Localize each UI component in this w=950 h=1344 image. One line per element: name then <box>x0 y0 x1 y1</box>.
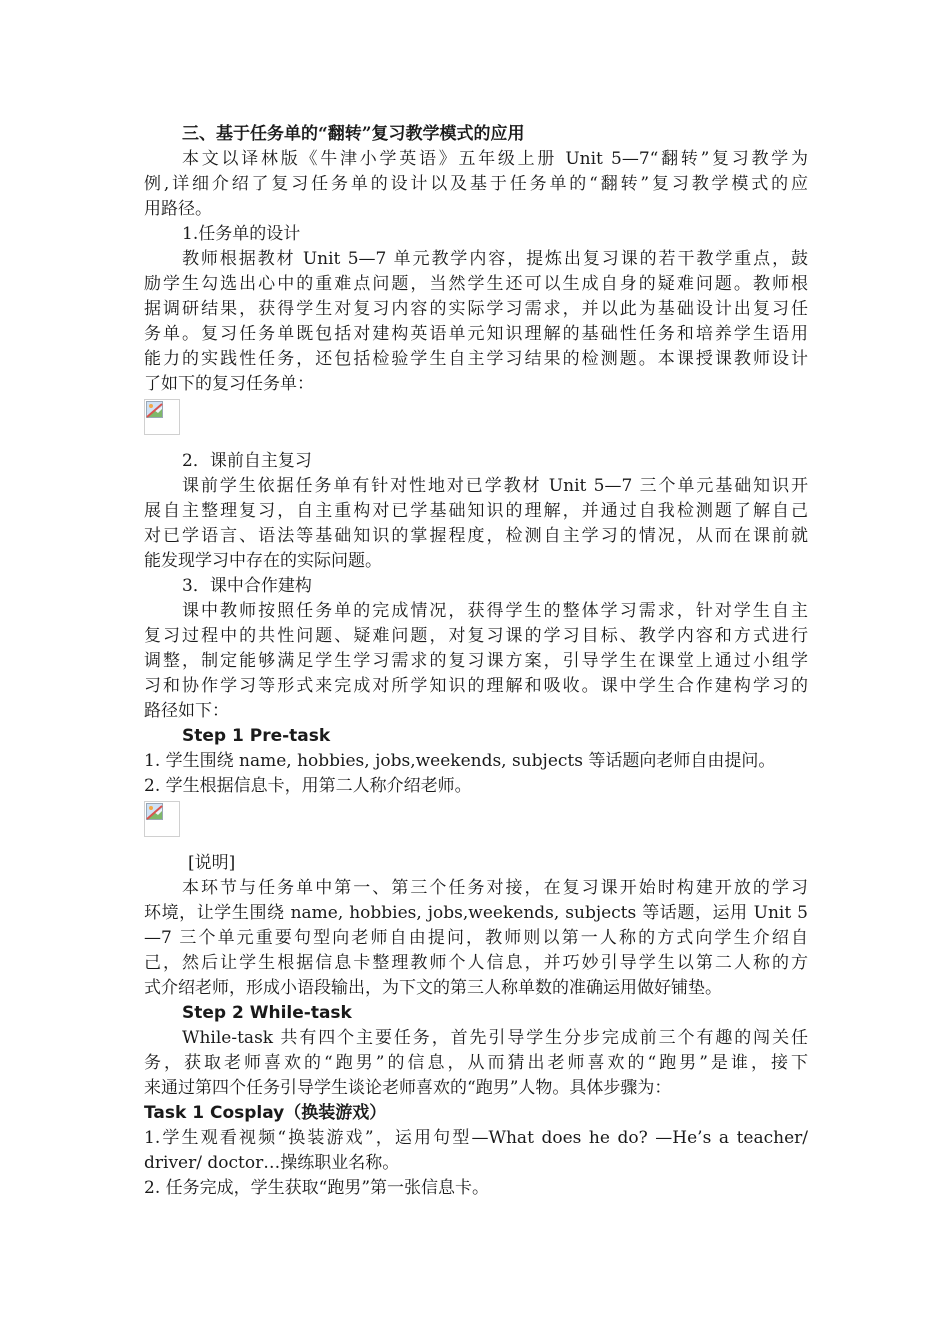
list-item: 1.学生观看视频“换装游戏”，运用句型—What does he do? —He’s a teacher/ <box>144 1128 808 1148</box>
note-line: 式介绍老师，形成小语段输出，为下文的第三人称单数的准确运用做好铺垫。 <box>144 978 722 998</box>
step-2-heading: Step 2 While-task <box>182 1003 352 1023</box>
paragraph-line: 对已学语言、语法等基础知识的掌握程度，检测自主学习的情况，从而在课前就 <box>144 526 808 546</box>
paragraph-line: 据调研结果，获得学生对复习内容的实际学习需求，并以此为基础设计出复习任 <box>144 299 808 319</box>
note-line: 己，然后让学生根据信息卡整理教师个人信息，并巧妙引导学生以第二人称的方 <box>144 953 808 973</box>
intro-line: 用路径。 <box>144 199 212 219</box>
paragraph-line: 习和协作学习等形式来完成对所学知识的理解和吸收。课中学生合作建构学习的 <box>144 676 808 696</box>
step-1-heading: Step 1 Pre-task <box>182 726 331 746</box>
section-title: 三、基于任务单的“翻转”复习教学模式的应用 <box>182 124 525 144</box>
paragraph-line: 了如下的复习任务单： <box>144 374 314 394</box>
paragraph-line: 调整，制定能够满足学生学习需求的复习课方案，引导学生在课堂上通过小组学 <box>144 651 808 671</box>
task-1-heading: Task 1 Cosplay（换装游戏） <box>144 1103 387 1123</box>
heading-3: 3．课中合作建构 <box>182 576 312 596</box>
paragraph-line: 展自主整理复习，自主重构对已学基础知识的理解，并通过自我检测题了解自己 <box>144 501 808 521</box>
paragraph-line: While-task 共有四个主要任务，首先引导学生分步完成前三个有趣的闯关任 <box>182 1028 808 1048</box>
paragraph-line: 能发现学习中存在的实际问题。 <box>144 551 382 571</box>
list-item: 2. 学生根据信息卡，用第二人称介绍老师。 <box>144 776 472 796</box>
paragraph-line: 励学生勾选出心中的重难点问题，当然学生还可以生成自身的疑难问题。教师根 <box>144 274 808 294</box>
paragraph-line: 路径如下： <box>144 701 229 721</box>
list-item: 2. 任务完成，学生获取“跑男”第一张信息卡。 <box>144 1178 490 1198</box>
paragraph-line: 课前学生依据任务单有针对性地对已学教材 Unit 5—7 三个单元基础知识开 <box>182 476 808 496</box>
intro-line: 例,详细介绍了复习任务单的设计以及基于任务单的“翻转”复习教学模式的应 <box>144 174 808 194</box>
paragraph-line: 课中教师按照任务单的完成情况，获得学生的整体学习需求，针对学生自主 <box>182 601 808 621</box>
document-body <box>144 122 808 1201</box>
note-line: —7 三个单元重要句型向老师自由提问，教师则以第一人称的方式向学生介绍自 <box>144 928 808 948</box>
paragraph-line: 教师根据教材 Unit 5—7 单元教学内容，提炼出复习课的若干教学重点，鼓 <box>182 249 808 269</box>
broken-image-icon <box>144 801 180 837</box>
note-line: 本环节与任务单中第一、第三个任务对接，在复习课开始时构建开放的学习 <box>182 878 808 898</box>
paragraph-line: 来通过第四个任务引导学生谈论老师喜欢的“跑男”人物。具体步骤为： <box>144 1078 672 1098</box>
intro-line: 本文以译林版《牛津小学英语》五年级上册 Unit 5—7“翻转”复习教学为 <box>182 149 808 169</box>
paragraph-line: 复习过程中的共性问题、疑难问题，对复习课的学习目标、教学内容和方式进行 <box>144 626 808 646</box>
heading-1: 1.任务单的设计 <box>182 224 301 244</box>
list-item: 1. 学生围绕 name, hobbies, jobs,weekends, subjects 等话题向老师自由提问。 <box>144 751 776 771</box>
paragraph-line: 务，获取老师喜欢的“跑男”的信息，从而猜出老师喜欢的“跑男”是谁，接下 <box>144 1053 808 1073</box>
paragraph-line: 务单。复习任务单既包括对建构英语单元知识理解的基础性任务和培养学生语用 <box>144 324 808 344</box>
paragraph-line: 能力的实践性任务，还包括检验学生自主学习结果的检测题。本课授课教师设计 <box>144 349 808 369</box>
note-line: 环境，让学生围绕 name, hobbies, jobs,weekends, subjects 等话题，运用 Unit 5 <box>144 903 808 923</box>
list-item: driver/ doctor…操练职业名称。 <box>144 1153 400 1173</box>
note-label: [说明] <box>188 853 236 873</box>
heading-2: 2．课前自主复习 <box>182 451 312 471</box>
broken-image-icon <box>144 399 180 435</box>
